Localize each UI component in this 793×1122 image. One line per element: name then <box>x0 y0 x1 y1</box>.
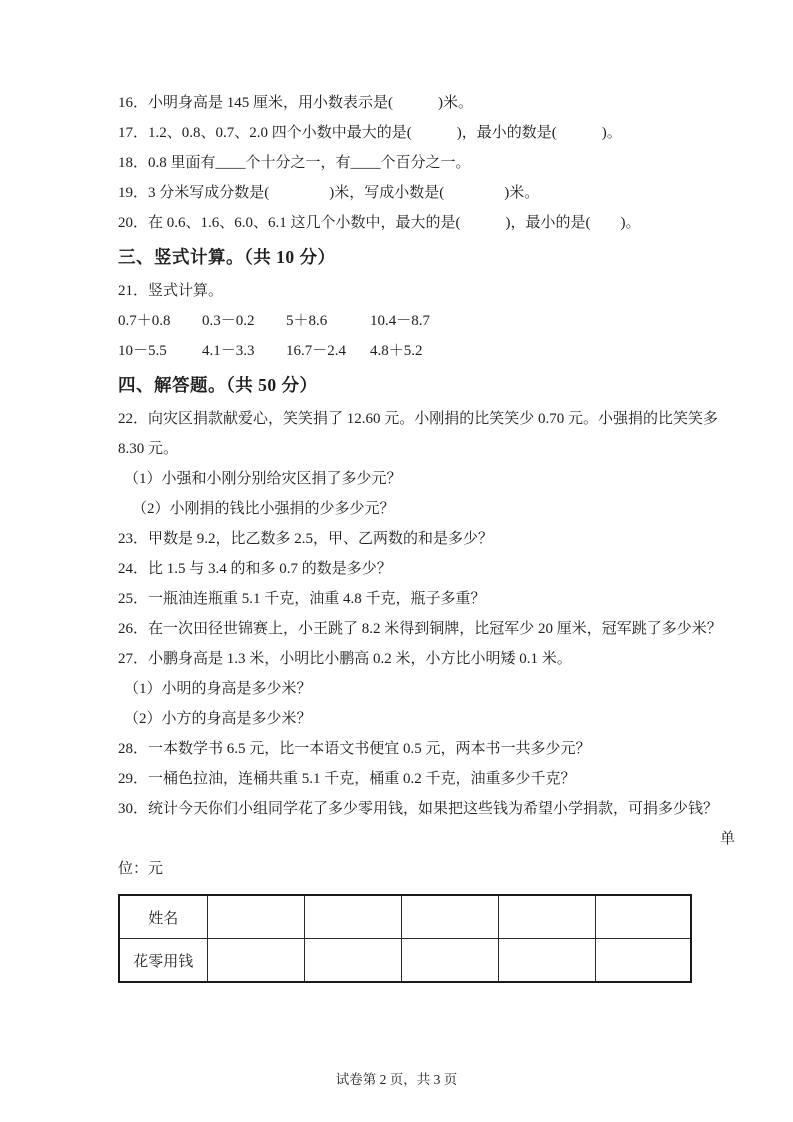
question-text: 1.2、0.8、0.7、2.0 四个小数中最大的是( )，最小的数是( )。 <box>148 125 622 141</box>
table-cell-empty <box>304 939 401 983</box>
question-text: 向灾区捐款献爱心，笑笑捐了 12.60 元。小刚捐的比笑笑少 0.70 元。小强捐的比笑笑多 8.30 元。 <box>118 411 722 457</box>
expression: 16.7－2.4 <box>286 343 347 359</box>
question-19 <box>118 178 735 208</box>
table-header-name: 姓名 <box>119 895 207 939</box>
question-number: 19． <box>118 185 149 201</box>
question-number: 24． <box>118 561 149 577</box>
table-cell-empty <box>595 895 691 939</box>
question-28 <box>118 734 735 764</box>
question-text: 统计今天你们小组同学花了多少零用钱，如果把这些钱为希望小学捐款，可捐多少钱？ <box>148 801 719 817</box>
unit-label-wrapped-first: 单 <box>719 831 735 847</box>
question-22 <box>118 404 735 464</box>
question-text: 3 分米写成分数是( )米，写成小数是( )米。 <box>148 185 540 201</box>
question-27-sub-2: （2）小方的身高是多少米？ <box>124 711 312 727</box>
question-22-sub-1: （1）小强和小刚分别给灾区捐了多少元？ <box>124 471 402 487</box>
table-cell-empty <box>207 895 304 939</box>
table-cell-empty <box>401 939 498 983</box>
question-text: 一桶色拉油，连桶共重 5.1 千克，桶重 0.2 千克，油重多少千克？ <box>148 771 576 787</box>
question-22-sub-2: （2）小刚捐的钱比小强捐的少多少元？ <box>132 501 395 517</box>
question-text: 甲数是 9.2，比乙数多 2.5，甲、乙两数的和是多少？ <box>148 531 494 547</box>
question-number: 30． <box>118 801 149 817</box>
expression: 0.7＋0.8 <box>118 313 171 329</box>
question-24 <box>118 554 735 584</box>
question-text: 比 1.5 与 3.4 的和多 0.7 的数是多少？ <box>148 561 392 577</box>
expression: 4.1－3.3 <box>202 343 255 359</box>
question-23 <box>118 524 735 554</box>
question-25 <box>118 584 735 614</box>
question-17 <box>118 118 735 148</box>
calc-row-2 <box>118 336 735 366</box>
expression: 0.3－0.2 <box>202 313 255 329</box>
question-number: 22． <box>118 411 149 427</box>
exam-content <box>118 88 735 983</box>
question-number: 23． <box>118 531 149 547</box>
question-text: 小明身高是 145 厘米，用小数表示是( )米。 <box>148 95 474 111</box>
question-29 <box>118 764 735 794</box>
expression: 5＋8.6 <box>286 313 328 329</box>
section-vertical-calculation <box>118 276 735 366</box>
page-footer: 试卷第 2 页，共 3 页 <box>335 1072 458 1087</box>
question-text: 小鹏身高是 1.3 米，小明比小鹏高 0.2 米，小方比小明矮 0.1 米。 <box>148 651 572 667</box>
question-20 <box>118 208 735 238</box>
question-text: 在 0.6、1.6、6.0、6.1 这几个小数中，最大的是( )，最小的是( )。 <box>148 215 641 231</box>
table-cell-empty <box>498 895 595 939</box>
expression: 10－5.5 <box>118 343 167 359</box>
unit-label-wrapped-rest: 位：元 <box>118 861 164 877</box>
question-16 <box>118 88 735 118</box>
table-header-spending: 花零用钱 <box>119 939 207 983</box>
question-27 <box>118 644 735 674</box>
pocket-money-table <box>118 894 692 983</box>
question-number: 21． <box>118 283 149 299</box>
table-row-spending <box>119 939 691 983</box>
question-number: 26． <box>118 621 149 637</box>
table-cell-empty <box>401 895 498 939</box>
question-number: 29． <box>118 771 149 787</box>
table-cell-empty <box>498 939 595 983</box>
expression: 10.4－8.7 <box>370 313 431 329</box>
section4-heading: 四、解答题。（共 50 分） <box>118 375 318 395</box>
question-text: 在一次田径世锦赛上，小王跳了 8.2 米得到铜牌，比冠军少 20 厘米，冠军跳了多少米？ <box>148 621 722 637</box>
question-26 <box>118 614 735 644</box>
section-word-problems <box>118 404 735 983</box>
table-cell-empty <box>207 939 304 983</box>
question-18 <box>118 148 735 178</box>
question-text: 一本数学书 6.5 元，比一本语文书便宜 0.5 元，两本书一共多少元？ <box>148 741 591 757</box>
question-27-sub-1: （1）小明的身高是多少米？ <box>124 681 312 697</box>
question-number: 28． <box>118 741 149 757</box>
question-number: 17． <box>118 125 149 141</box>
expression: 4.8＋5.2 <box>370 343 423 359</box>
question-21 <box>118 276 735 306</box>
question-30 <box>118 794 735 824</box>
table-cell-empty <box>595 939 691 983</box>
calc-row-1 <box>118 306 735 336</box>
table-row-names <box>119 895 691 939</box>
question-number: 25． <box>118 591 149 607</box>
section-fill-blanks <box>118 88 735 238</box>
question-text: 0.8 里面有____个十分之一，有____个百分之一。 <box>148 155 471 171</box>
question-number: 27． <box>118 651 149 667</box>
question-text: 一瓶油连瓶重 5.1 千克，油重 4.8 千克，瓶子多重？ <box>148 591 486 607</box>
section3-heading: 三、竖式计算。（共 10 分） <box>118 247 336 267</box>
question-number: 18． <box>118 155 149 171</box>
question-number: 16． <box>118 95 149 111</box>
question-number: 20． <box>118 215 149 231</box>
table-cell-empty <box>304 895 401 939</box>
question-text: 竖式计算。 <box>148 283 224 299</box>
